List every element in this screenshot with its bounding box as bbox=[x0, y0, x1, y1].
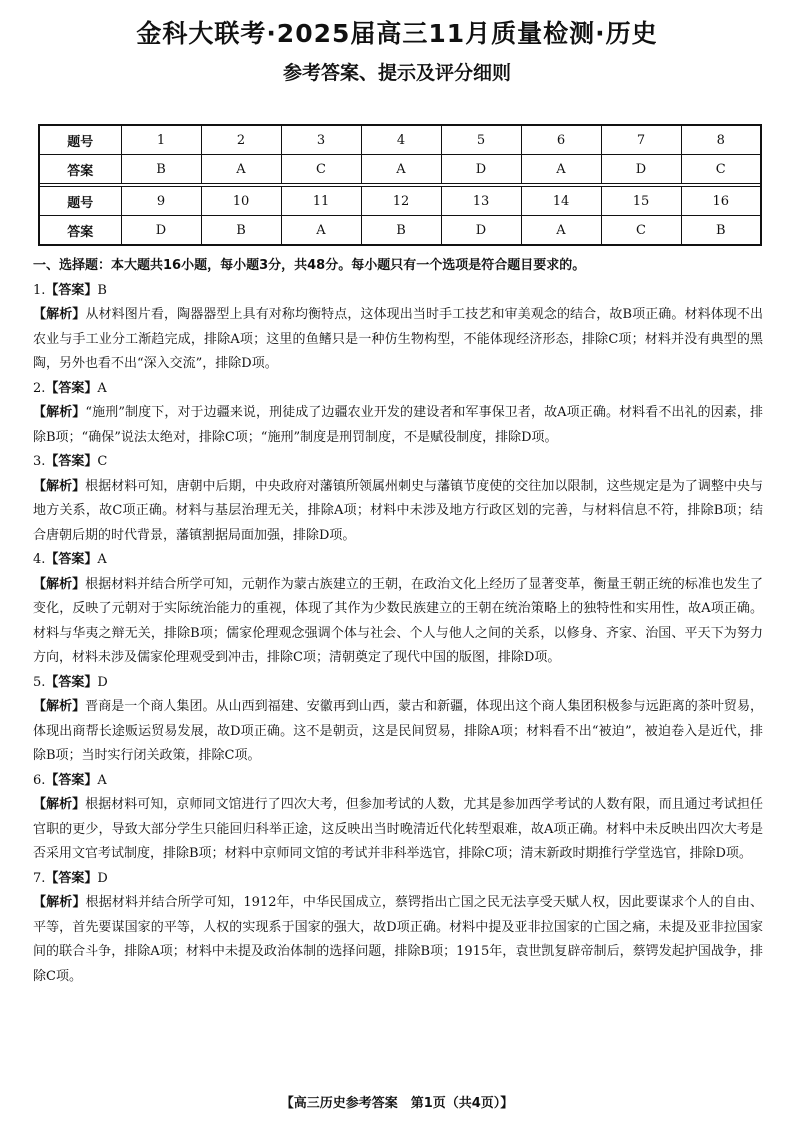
question-number-cell: 11 bbox=[281, 187, 361, 216]
analysis-tag: 【解析】 bbox=[33, 405, 86, 420]
question-item bbox=[33, 377, 763, 451]
analysis-text: “施刑”制度下，对于边疆来说，刑徒成了边疆农业开发的建设者和军事保卫者，故A项正确。材料看不出礼的因素，排除B项；“确保”说法太绝对，排除C项；“施刑”制度是刑罚制度，不是赋役制度，排除D项。 bbox=[33, 405, 763, 445]
question-analysis bbox=[33, 573, 763, 671]
question-number-cell: 6 bbox=[521, 125, 601, 155]
question-number-cell: 2 bbox=[201, 125, 281, 155]
page-footer: 【高三历史参考答案 第1页（共4页）】 bbox=[280, 1096, 514, 1111]
question-answer: A bbox=[97, 552, 107, 567]
answer-table-block bbox=[38, 124, 760, 246]
analysis-text: 根据材料并结合所学可知，1912年，中华民国成立，蔡锷指出亡国之民无法享受天赋人权，因此要谋求个人的自由、平等，首先要谋国家的平等，人权的实现系于国家的强大，故D项正确。材料中提及亚非拉国家的亡国之痛，未提及亚非拉国家间的联合斗争，排除A项；材料中未提及政治体制的选择问题，排除B项；1915年，袁世凯复辟帝制后，蔡锷发起护国战争，排除C项。 bbox=[33, 895, 763, 984]
analysis-tag: 【解析】 bbox=[33, 797, 86, 812]
answer-row bbox=[39, 155, 761, 184]
answer-cell: B bbox=[361, 216, 441, 246]
question-number: 1. bbox=[33, 282, 46, 298]
question-number: 5. bbox=[33, 674, 46, 690]
answer-cell: D bbox=[601, 155, 681, 184]
question-answer: A bbox=[97, 380, 107, 396]
question-number-cell: 1 bbox=[121, 125, 201, 155]
question-item bbox=[33, 671, 763, 769]
question-answer-line bbox=[33, 769, 763, 794]
question-answer: D bbox=[97, 674, 108, 690]
question-number-cell: 5 bbox=[441, 125, 521, 155]
question-number-cell: 10 bbox=[201, 187, 281, 216]
question-number-cell: 16 bbox=[681, 187, 761, 216]
question-answer: A bbox=[97, 772, 107, 788]
row-label-question: 题号 bbox=[39, 187, 121, 216]
question-item bbox=[33, 450, 763, 548]
analysis-text: 根据材料可知，唐朝中后期，中央政府对藩镇所领属州刺史与藩镇节度使的交往加以限制，这些规定是为了调整中央与地方关系，故C项正确。材料与基层治理无关，排除A项；材料中未涉及地方行政区划的完善，与材料信息不符，排除B项；结合唐朝后期的时代背景，藩镇割据局面加强，排除D项。 bbox=[33, 478, 763, 543]
row-label-answer: 答案 bbox=[39, 155, 121, 184]
question-number: 6. bbox=[33, 772, 46, 788]
question-number-cell: 9 bbox=[121, 187, 201, 216]
question-analysis bbox=[33, 475, 763, 549]
analysis-text: 根据材料并结合所学可知，元朝作为蒙古族建立的王朝，在政治文化上经历了显著变革，衡量王朝正统的标准也发生了变化，反映了元朝对于实际统治能力的重视，体现了其作为少数民族建立的王朝在统治策略上的独特性和实用性，故A项正确。材料与华夷之辩无关，排除B项；儒家伦理观念强调个体与社会、个人与他人之间的关系，以修身、齐家、治国、平天下为努力方向，材料未涉及儒家伦理观受到冲击，排除C项；清朝奠定了现代中国的版图，排除D项。 bbox=[33, 576, 763, 665]
answer-tag: 【答案】 bbox=[45, 282, 98, 298]
analysis-text: 晋商是一个商人集团。从山西到福建、安徽再到山西，蒙古和新疆，体现出这个商人集团积极参与远距离的茶叶贸易，体现出商帮长途贩运贸易发展，故D项正确。这不是朝贡，这是民间贸易，排除A项；材料看不出“被迫”，被迫卷入是近代，排除B项；当时实行闭关政策，排除C项。 bbox=[33, 699, 763, 763]
answer-cell: C bbox=[601, 216, 681, 246]
question-answer-line bbox=[33, 671, 763, 696]
section-heading: 一、选择题：本大题共16小题，每小题3分，共48分。每小题只有一个选项是符合题目要求的。 bbox=[33, 258, 586, 273]
question-analysis bbox=[33, 401, 763, 450]
answer-cell: A bbox=[521, 155, 601, 184]
analysis-text: 从材料图片看，陶器器型上具有对称均衡特点，这体现出当时手工技艺和审美观念的结合，故B项正确。材料体现不出农业与手工业分工渐趋完成，排除A项；这里的鱼鳍只是一种仿生物构型，不能体现经济形态，排除C项；材料并没有典型的黑陶，另外也看不出“深入交流”，排除D项。 bbox=[33, 307, 763, 371]
question-number-cell: 7 bbox=[601, 125, 681, 155]
answer-tag: 【答案】 bbox=[45, 870, 98, 886]
answer-tag: 【答案】 bbox=[45, 552, 98, 567]
question-number-cell: 14 bbox=[521, 187, 601, 216]
question-number: 4. bbox=[33, 552, 46, 567]
analysis-tag: 【解析】 bbox=[33, 895, 86, 910]
analysis-tag: 【解析】 bbox=[33, 576, 86, 592]
question-number: 2. bbox=[33, 380, 46, 396]
answer-cell: A bbox=[361, 155, 441, 184]
answer-cell: C bbox=[281, 155, 361, 184]
question-answer-line bbox=[33, 867, 763, 892]
answer-cell: A bbox=[201, 155, 281, 184]
answer-explanations bbox=[33, 254, 763, 989]
question-answer: D bbox=[97, 870, 108, 886]
answer-cell: A bbox=[281, 216, 361, 246]
row-label-question: 题号 bbox=[39, 125, 121, 155]
answer-cell: D bbox=[441, 155, 521, 184]
answer-tag: 【答案】 bbox=[45, 454, 98, 469]
question-number: 3. bbox=[33, 454, 46, 469]
question-number-row bbox=[39, 187, 761, 216]
question-number-cell: 12 bbox=[361, 187, 441, 216]
question-item bbox=[33, 769, 763, 867]
answer-cell: D bbox=[441, 216, 521, 246]
answer-cell: B bbox=[201, 216, 281, 246]
row-label-answer: 答案 bbox=[39, 216, 121, 246]
answer-table bbox=[38, 124, 762, 246]
question-number-cell: 8 bbox=[681, 125, 761, 155]
analysis-text: 根据材料可知，京师同文馆进行了四次大考，但参加考试的人数，尤其是参加西学考试的人数有限，而且通过考试担任官职的更少，导致大部分学生只能回归科举正途，这反映出当时晚清近代化转型艰难，故A项正确。材料中未反映出四次大考是否采用文官考试制度，排除B项；材料中京师同文馆的考试并非科举选官，排除C项；清末新政时期推行学堂选官，排除D项。 bbox=[33, 797, 763, 861]
answer-cell: B bbox=[681, 216, 761, 246]
answer-tag: 【答案】 bbox=[45, 674, 98, 690]
answer-row bbox=[39, 216, 761, 246]
question-answer-line bbox=[33, 377, 763, 402]
question-number: 7. bbox=[33, 870, 46, 886]
question-number-cell: 15 bbox=[601, 187, 681, 216]
question-answer: B bbox=[97, 282, 107, 298]
question-answer: C bbox=[97, 454, 108, 469]
analysis-tag: 【解析】 bbox=[33, 699, 86, 714]
question-answer-line bbox=[33, 548, 763, 573]
question-answer-line bbox=[33, 450, 763, 475]
question-answer-line bbox=[33, 279, 763, 304]
question-analysis bbox=[33, 695, 763, 769]
answer-cell: D bbox=[121, 216, 201, 246]
page-title: 金科大联考·2025届高三11月质量检测·历史 bbox=[136, 19, 658, 48]
question-number-cell: 13 bbox=[441, 187, 521, 216]
question-item bbox=[33, 279, 763, 377]
page-subtitle: 参考答案、提示及评分细则 bbox=[282, 62, 511, 84]
answer-cell: B bbox=[121, 155, 201, 184]
question-analysis bbox=[33, 891, 763, 989]
question-analysis bbox=[33, 793, 763, 867]
question-item bbox=[33, 867, 763, 990]
question-number-cell: 4 bbox=[361, 125, 441, 155]
question-item bbox=[33, 548, 763, 671]
question-analysis bbox=[33, 303, 763, 377]
answer-tag: 【答案】 bbox=[45, 380, 98, 396]
answer-cell: C bbox=[681, 155, 761, 184]
question-number-row bbox=[39, 125, 761, 155]
analysis-tag: 【解析】 bbox=[33, 478, 86, 494]
answer-tag: 【答案】 bbox=[45, 772, 98, 788]
question-number-cell: 3 bbox=[281, 125, 361, 155]
analysis-tag: 【解析】 bbox=[33, 307, 86, 322]
answer-cell: A bbox=[521, 216, 601, 246]
